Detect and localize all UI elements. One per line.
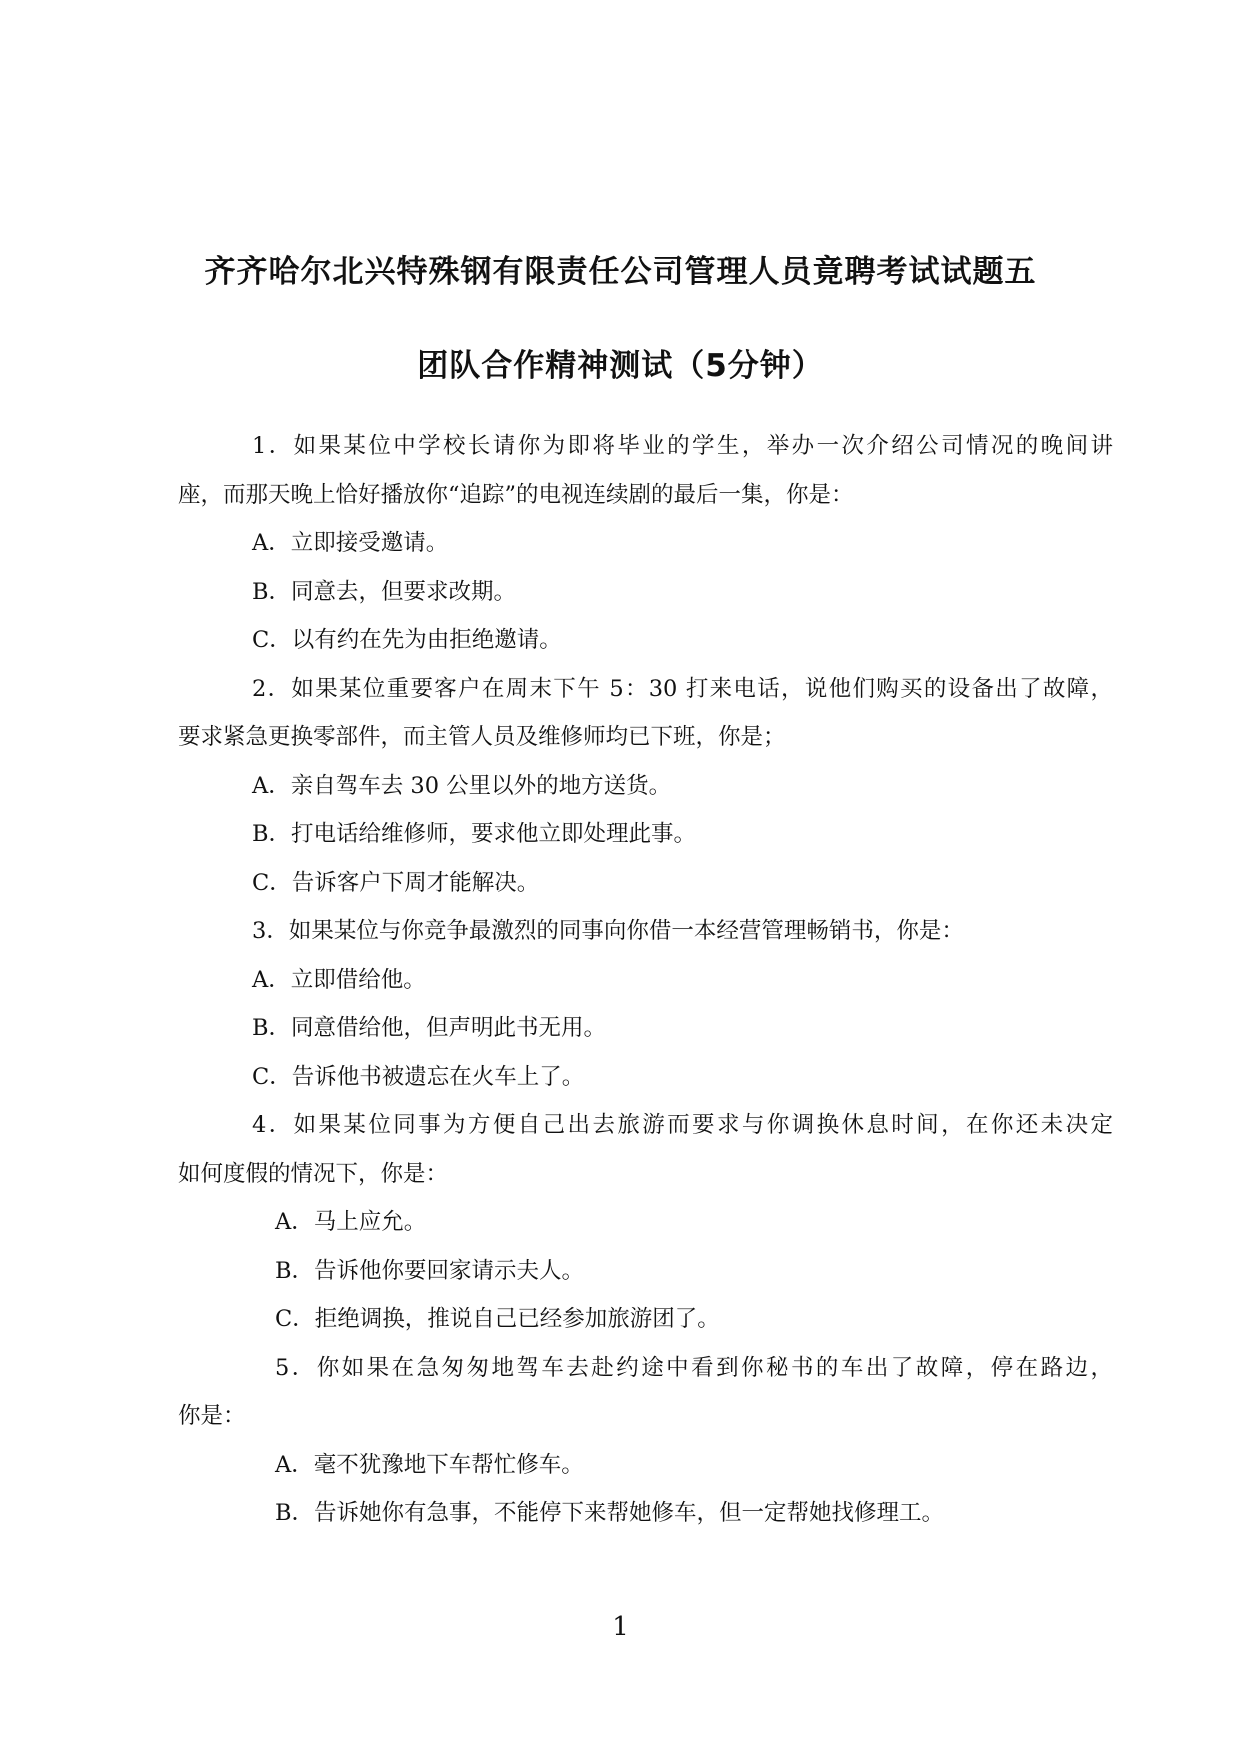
question-1-text: 1．如果某位中学校长请你为即将毕业的学生，举办一次介绍公司情况的晚间讲	[252, 433, 1113, 459]
question-2-option-b: B．打电话给维修师，要求他立即处理此事。	[252, 821, 697, 847]
question-3-option-c: C．告诉他书被遗忘在火车上了。	[252, 1063, 585, 1090]
question-5-text: 5．你如果在急匆匆地驾车去赴约途中看到你秘书的车出了故障，停在路边，	[275, 1354, 1113, 1381]
question-4-text: 4．如果某位同事为方便自己出去旅游而要求与你调换休息时间，在你还未决定	[252, 1112, 1113, 1138]
question-4-option-a: A．马上应允。	[275, 1209, 427, 1235]
question-3-text: 3．如果某位与你竞争最激烈的同事向你借一本经营管理畅销书，你是：	[252, 918, 964, 944]
question-1-option-b: B．同意去，但要求改期。	[252, 578, 517, 605]
question-3-option-a: A．立即借给他。	[252, 966, 426, 993]
question-4-option-c: C．拒绝调换，推说自己已经参加旅游团了。	[275, 1306, 720, 1332]
question-3-option-b: B．同意借给他，但声明此书无用。	[252, 1015, 607, 1041]
question-5-option-a: A．毫不犹豫地下车帮忙修车。	[275, 1451, 584, 1478]
document-subtitle: 团队合作精神测试（5分钟）	[417, 348, 824, 384]
question-5-text-cont: 你是：	[178, 1403, 246, 1429]
question-1-option-a: A．立即接受邀请。	[252, 530, 449, 556]
question-2-option-c: C．告诉客户下周才能解决。	[252, 869, 540, 896]
question-4-option-b: B．告诉他你要回家请示夫人。	[275, 1257, 585, 1284]
question-1-text-cont: 座，而那天晚上恰好播放你“追踪”的电视连续剧的最后一集，你是：	[178, 481, 854, 508]
question-2-text: 2．如果某位重要客户在周末下午 5：30 打来电话，说他们购买的设备出了故障，	[252, 675, 1113, 702]
page-number: 1	[612, 1612, 629, 1642]
document-title: 齐齐哈尔北兴特殊钢有限责任公司管理人员竟聘考试试题五	[204, 254, 1037, 290]
question-4-text-cont: 如何度假的情况下，你是：	[178, 1160, 449, 1187]
question-2-option-a: A．亲自驾车去 30 公里以外的地方送货。	[252, 772, 672, 799]
question-5-option-b: B．告诉她你有急事，不能停下来帮她修车，但一定帮她找修理工。	[275, 1500, 945, 1526]
question-1-option-c: C．以有约在先为由拒绝邀请。	[252, 627, 562, 653]
question-2-text-cont: 要求紧急更换零部件，而主管人员及维修师均已下班，你是；	[178, 724, 786, 750]
question-list	[178, 422, 1113, 1538]
